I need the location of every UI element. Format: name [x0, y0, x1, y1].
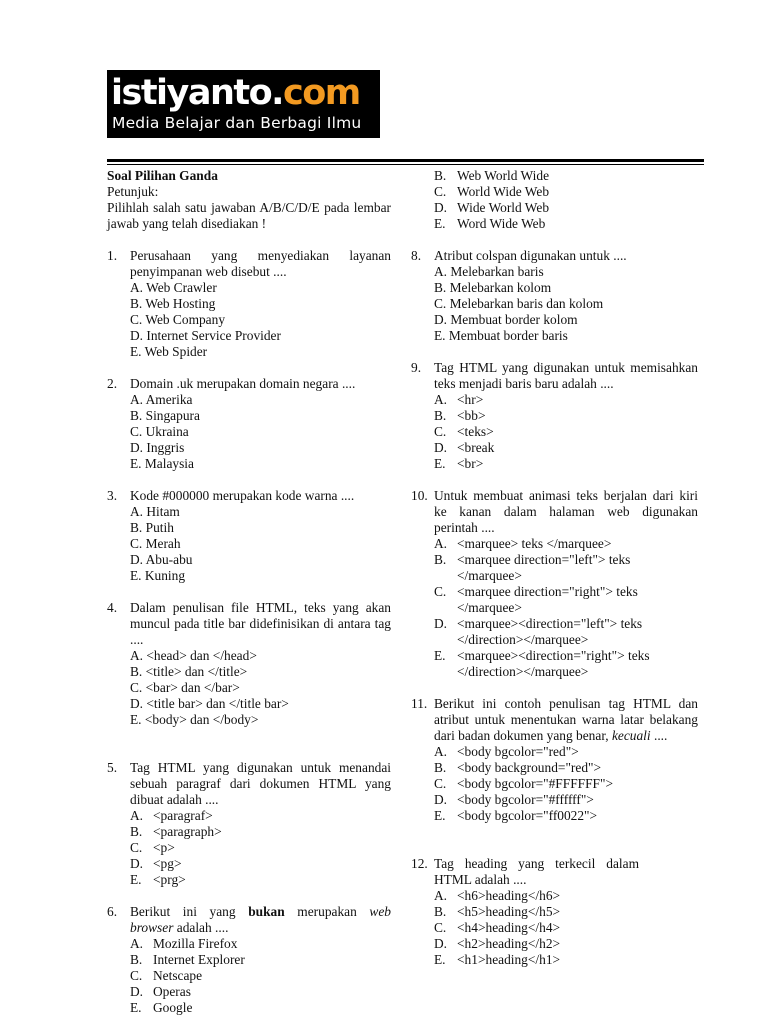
question-11 [411, 696, 698, 824]
logo-brand: istiyanto.com [111, 73, 360, 113]
question-stem: Tag HTML yang digunakan untuk memisahkan teks menjadi baris baru adalah .... [434, 360, 698, 391]
option: A. Web Crawler [130, 280, 217, 295]
option: E. Kuning [130, 568, 186, 583]
option: B. Web Hosting [130, 296, 216, 311]
option: C. <body bgcolor="#FFFFFF"> [434, 776, 613, 791]
question-stem: Tag HTML yang digunakan untuk menandai sebuah paragraf dari dokumen HTML yang dibuat adalah .... [130, 760, 391, 807]
question-number: 9. [411, 360, 422, 375]
logo-tagline: Media Belajar dan Berbagi Ilmu [112, 114, 362, 132]
question-stem: Perusahaan yang menyediakan layanan penyimpanan web disebut .... [130, 248, 391, 279]
instruction-label: Petunjuk: [107, 184, 159, 199]
option: C. <bar> dan </bar> [130, 680, 240, 695]
question-number: 8. [411, 248, 422, 263]
option: A. <h6>heading</h6> [434, 888, 561, 903]
option: E. Malaysia [130, 456, 194, 471]
option: E. Web Spider [130, 344, 208, 359]
option: C. Merah [130, 536, 181, 551]
option: D. <title bar> dan </title bar> [130, 696, 289, 711]
option: A. Hitam [130, 504, 180, 519]
option: D. <pg> [130, 856, 182, 871]
question-stem: Atribut colspan digunakan untuk .... [434, 248, 627, 263]
option: A. <head> dan </head> [130, 648, 257, 663]
option: E. Membuat border baris [434, 328, 568, 343]
question-number: 2. [107, 376, 118, 391]
option: A. <body bgcolor="red"> [434, 744, 579, 759]
option: B. Putih [130, 520, 174, 535]
option: B. Internet Explorer [130, 952, 245, 967]
question-number: 12. [411, 856, 428, 871]
question-10 [411, 488, 698, 680]
option: C. Web Company [130, 312, 226, 327]
option: D. Inggris [130, 440, 185, 455]
option: B. Web World Wide [434, 168, 550, 183]
question-2 [107, 376, 391, 472]
option: B. Singapura [130, 408, 200, 423]
option: B. Melebarkan kolom [434, 280, 552, 295]
question-stem: Berikut ini contoh penulisan tag HTML dan atribut untuk menentukan warna latar belakang dari badan dokumen yang benar, kecuali .... [434, 696, 698, 743]
option: A. Amerika [130, 392, 193, 407]
option: E. Word Wide Web [434, 216, 546, 231]
option: D. Abu-abu [130, 552, 193, 567]
option: D. <marquee><direction="left"> teks </direction></marquee> [434, 616, 643, 647]
question-9 [411, 360, 698, 472]
option: A. <paragraf> [130, 808, 213, 823]
question-number: 3. [107, 488, 118, 503]
option: C. <teks> [434, 424, 494, 439]
right-column [411, 168, 698, 968]
option: D. Membuat border kolom [434, 312, 578, 327]
left-column [107, 168, 391, 1016]
question-1 [107, 248, 391, 360]
option: B. <paragraph> [130, 824, 222, 839]
question-4 [107, 600, 391, 728]
question-number: 5. [107, 760, 118, 775]
question-stem: Untuk membuat animasi teks berjalan dari kiri ke kanan dalam halaman web digunakan perintah .... [434, 488, 698, 535]
question-number: 11. [411, 696, 428, 711]
option: D. Operas [130, 984, 191, 999]
question-stem: Domain .uk merupakan domain negara .... [130, 376, 356, 391]
option: C. <p> [130, 840, 175, 855]
option: A. Mozilla Firefox [130, 936, 238, 951]
option: A. <hr> [434, 392, 484, 407]
option: D. <h2>heading</h2> [434, 936, 561, 951]
question-6 [107, 904, 391, 1016]
question-number: 6. [107, 904, 118, 919]
question-number: 10. [411, 488, 428, 503]
question-stem: Tag heading yang terkecil dalam HTML adalah .... [434, 856, 639, 887]
header-rule-thin [107, 164, 704, 165]
header-rule-thick [107, 159, 704, 162]
option: B. <body background="red"> [434, 760, 602, 775]
instruction-text: Pilihlah salah satu jawaban A/B/C/D/E pada lembar jawab yang telah disediakan ! [107, 200, 391, 231]
question-number: 4. [107, 600, 118, 615]
option: C. World Wide Web [434, 184, 550, 199]
option: B. <marquee direction="left"> teks </marquee> [434, 552, 631, 583]
option: C. Melebarkan baris dan kolom [434, 296, 604, 311]
option: C. Netscape [130, 968, 203, 983]
option: A. <marquee> teks </marquee> [434, 536, 612, 551]
option: B. <title> dan </title> [130, 664, 248, 679]
question-stem: Kode #000000 merupakan kode warna .... [130, 488, 355, 503]
option: E. <body bgcolor="ff0022"> [434, 808, 598, 823]
question-7-continued [411, 168, 698, 232]
question-number: 1. [107, 248, 118, 263]
option: D. Wide World Web [434, 200, 550, 215]
question-stem: Berikut ini yang bukan merupakan web browser adalah .... [130, 904, 391, 935]
question-stem: Dalam penulisan file HTML, teks yang akan muncul pada title bar didefinisikan di antara tag .... [130, 600, 391, 647]
option: E. <br> [434, 456, 484, 471]
site-logo [107, 70, 380, 138]
option: E. <marquee><direction="right"> teks </direction></marquee> [434, 648, 650, 679]
page-title: Soal Pilihan Ganda [107, 168, 218, 183]
option: C. Ukraina [130, 424, 189, 439]
option: B. <bb> [434, 408, 486, 423]
option: E. <body> dan </body> [130, 712, 259, 727]
option: D. <body bgcolor="#ffffff"> [434, 792, 594, 807]
option: E. <prg> [130, 872, 186, 887]
option: C. <marquee direction="right"> teks </marquee> [434, 584, 638, 615]
option: E. Google [130, 1000, 193, 1015]
question-8 [411, 248, 698, 344]
question-12 [411, 856, 698, 968]
option: E. <h1>heading</h1> [434, 952, 561, 967]
question-3 [107, 488, 391, 584]
option: D. Internet Service Provider [130, 328, 281, 343]
question-5 [107, 760, 391, 888]
option: A. Melebarkan baris [434, 264, 544, 279]
option: C. <h4>heading</h4> [434, 920, 561, 935]
option: D. <break [434, 440, 495, 455]
option: B. <h5>heading</h5> [434, 904, 561, 919]
